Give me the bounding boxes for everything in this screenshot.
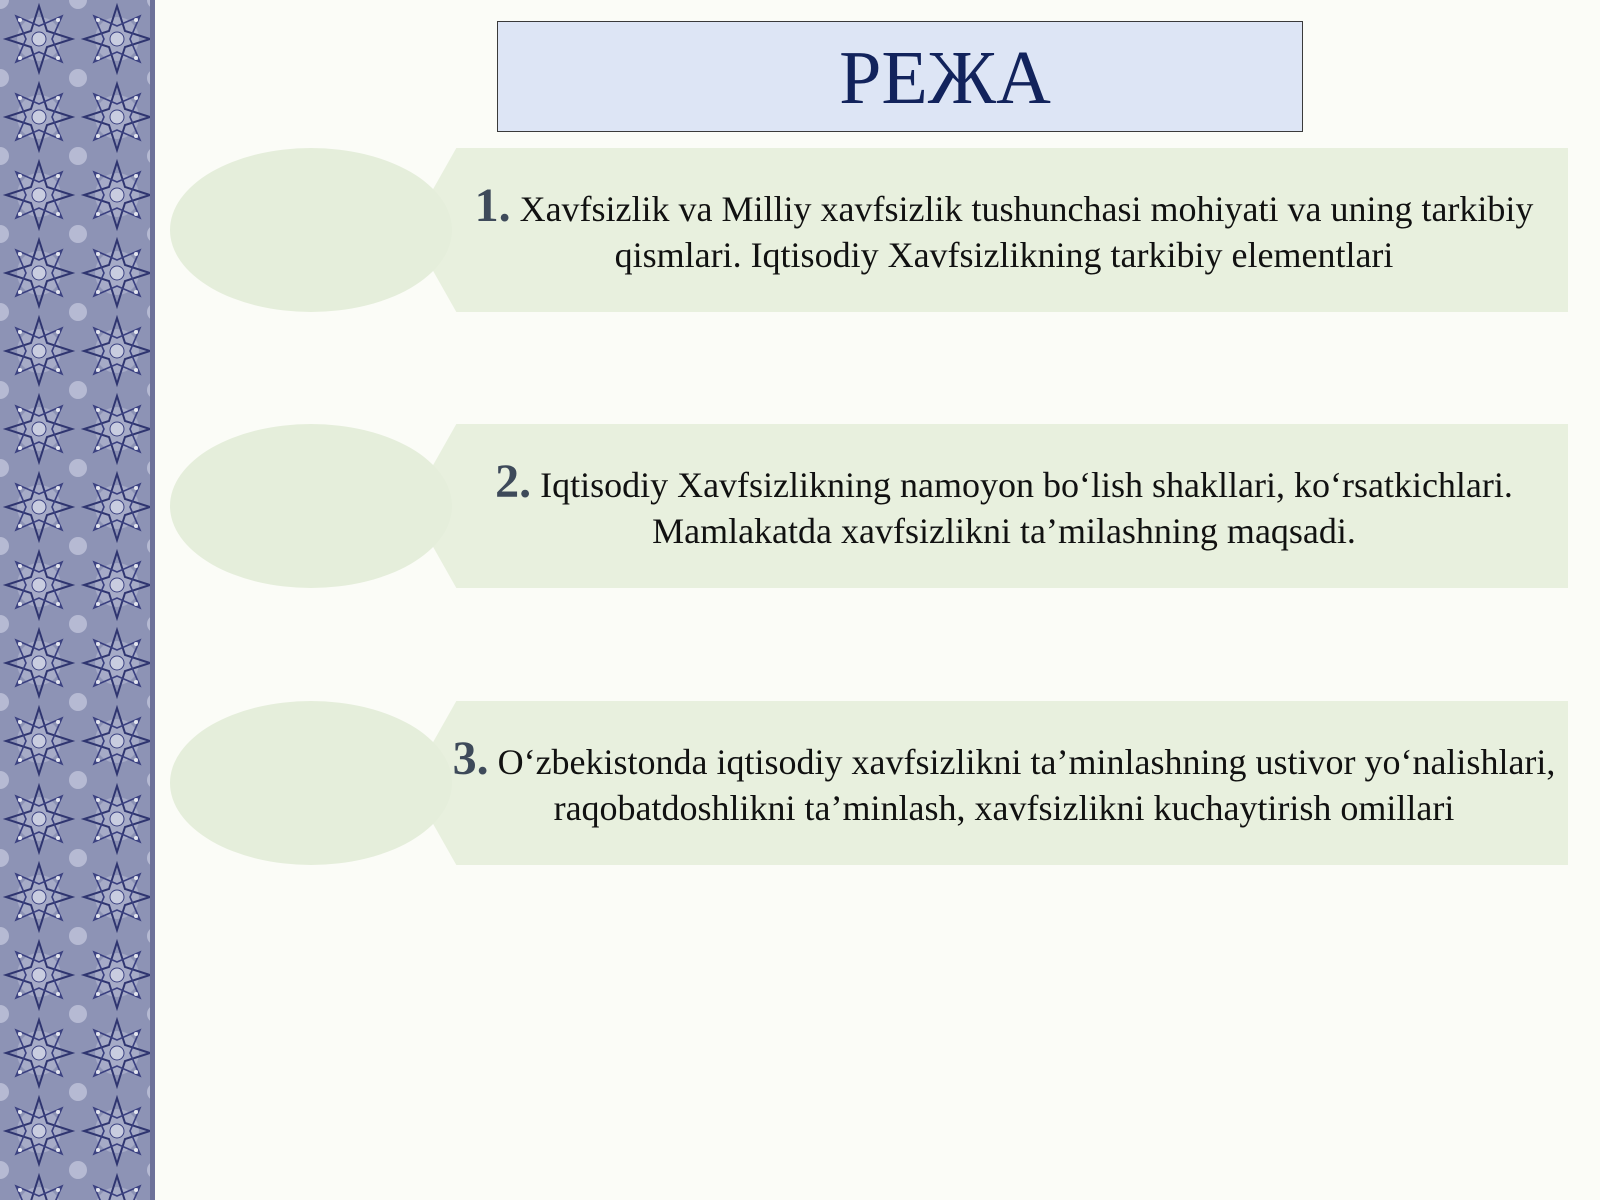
slide-title: РЕЖА xyxy=(839,36,1051,120)
plan-item-text: O‘zbekistonda iqtisodiy xavfsizlikni ta’minlashning ustivor yo‘nalishlari, raqobatdoshlikni ta’minlash, xavfsizlikni kuchaytirish omillari xyxy=(488,741,1556,828)
plan-item-oval xyxy=(170,701,452,865)
side-decorative-pattern xyxy=(0,0,155,1200)
plan-item-oval xyxy=(170,424,452,588)
plan-item-number: 2. xyxy=(495,454,532,508)
star-tile-pattern-icon xyxy=(0,0,155,1200)
plan-item-1 xyxy=(170,148,1568,312)
plan-item-text: Iqtisodiy Xavfsizlikning namoyon bo‘lish shakllari, ko‘rsatkichlari. Mamlakatda xavfsizlikni ta’milashning maqsadi. xyxy=(531,464,1513,551)
plan-item-2 xyxy=(170,424,1568,588)
plan-item-oval xyxy=(170,148,452,312)
plan-item-number: 3. xyxy=(452,731,489,785)
plan-item-text-block xyxy=(440,424,1568,588)
plan-item-3 xyxy=(170,701,1568,865)
plan-item-text: Xavfsizlik va Milliy xavfsizlik tushunchasi mohiyati va uning tarkibiy qismlari. Iqtisodiy Xavfsizlikning tarkibiy elementlari xyxy=(510,188,1534,275)
plan-item-text-block xyxy=(440,148,1568,312)
title-box xyxy=(497,21,1303,132)
plan-item-text-block xyxy=(440,701,1568,865)
plan-item-number: 1. xyxy=(474,178,511,232)
